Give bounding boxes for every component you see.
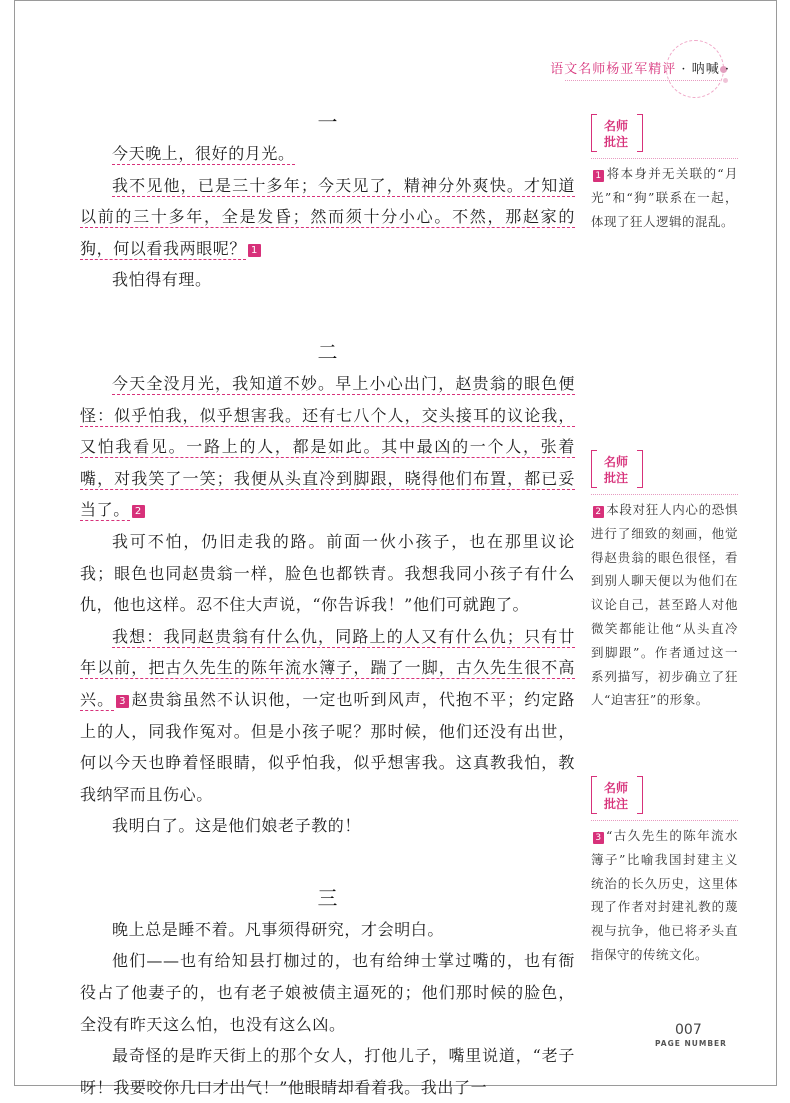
paragraph	[80, 526, 575, 621]
annotated-text: 我不见他，已是三十多年；今天见了，精神分外爽快。才知道以前的三十多年，全是发昏；然而须十分小心。不然，那赵家的狗，何以看我两眼呢？	[80, 175, 575, 258]
header-end-dot: ·	[724, 62, 730, 77]
note-number-badge: 1	[593, 170, 604, 182]
note-dotted-rule	[591, 158, 738, 159]
page-border-top	[14, 0, 776, 1]
annotation-marker: 2	[132, 505, 145, 518]
annotation-marker: 3	[116, 695, 129, 708]
note-dotted-rule	[591, 494, 738, 495]
note-bracket-right	[637, 450, 643, 488]
note-bracket-right	[637, 114, 643, 152]
paragraph	[80, 945, 575, 1040]
annotation-note-3	[591, 776, 738, 967]
note-text	[591, 162, 738, 233]
note-label-bottom: 批注	[603, 471, 628, 485]
note-body: “古久先生的陈年流水簿子”比喻我国封建主义统治的长久历史，这里体现了作者对封建礼教的蔑视与抗争，他已将矛头直指保守的传统文化。	[591, 828, 738, 962]
text-segment: 我可不怕，仍旧走我的路。前面一伙小孩子，也在那里议论我；眼色也同赵贵翁一样，脸色也都铁青。我想我同小孩子有什么仇，他也这样。忍不住大声说，“你告诉我！”他们可就跑了。	[80, 531, 575, 615]
running-header	[500, 58, 730, 78]
note-label	[597, 454, 635, 486]
note-text	[591, 498, 738, 712]
page-border-left	[14, 0, 15, 1085]
text-segment: 最奇怪的是昨天街上的那个女人，打他儿子，嘴里说道，“老子呀！我要咬你几口才出气！”他眼睛却看着我。我出了一	[80, 1046, 575, 1097]
annotation-marker: 1	[248, 244, 261, 257]
page-number: 007	[675, 1022, 702, 1038]
annotation-note-1	[591, 114, 738, 233]
annotated-text: 今天全没月光，我知道不妙。早上小心出门，赵贵翁的眼色便怪：似乎怕我，似乎想害我。还有七八个人，交头接耳的议论我，又怕我看见。一路上的人，都是如此。其中最凶的一个人，张着嘴，对我笑了一笑；我便从头直冷到脚跟，晓得他们布置，都已妥当了。	[80, 373, 575, 520]
annotated-text: 我想：我同赵贵翁有什么仇，同路上的人又有什么仇；只有廿年以前，把古久先生的陈年流水簿子，踹了一脚，古久先生很不高兴。	[80, 626, 575, 709]
note-label-bottom: 批注	[603, 135, 628, 149]
main-text-column	[80, 106, 575, 1103]
note-label-top: 名师	[603, 119, 628, 133]
text-segment: 晚上总是睡不着。凡事须得研究，才会明白。	[112, 919, 445, 939]
note-label	[597, 780, 635, 812]
paragraph	[80, 810, 575, 842]
note-label-bottom: 批注	[603, 797, 628, 811]
note-body: 本段对狂人内心的恐惧进行了细致的刻画，他觉得赵贵翁的眼色很怪，看到别人聊天便以为他们在议论自己，甚至路人对他微笑都能让他“从头直冷到脚跟”。作者通过这一系列描写，初步确立了狂人“迫害狂”的形象。	[591, 502, 738, 708]
note-bracket-right	[637, 776, 643, 814]
section-title: 一	[317, 110, 338, 134]
section-title: 三	[317, 885, 338, 910]
note-label-top: 名师	[603, 455, 628, 469]
note-header	[591, 776, 738, 816]
annotation-note-2	[591, 450, 738, 712]
text-segment: 他们——也有给知县打枷过的，也有给绅士掌过嘴的，也有衙役占了他妻子的，也有老子娘被债主逼死的；他们那时候的脸色，全没有昨天这么怕，也没有这么凶。	[80, 951, 575, 1034]
paragraph	[80, 138, 575, 170]
note-number-badge: 2	[593, 506, 604, 518]
paragraph	[80, 914, 575, 946]
book-title: 呐喊	[691, 62, 720, 77]
header-dotted-rule	[565, 80, 720, 81]
note-header	[591, 450, 738, 490]
note-dotted-rule	[591, 820, 738, 821]
paragraph	[80, 1040, 575, 1103]
note-label-top: 名师	[603, 781, 628, 795]
annotated-text: 今天晚上，很好的月光。	[112, 144, 295, 163]
paragraph	[80, 368, 575, 526]
text-segment: 我明白了。这是他们娘老子教的！	[112, 816, 362, 836]
note-label	[597, 118, 635, 150]
text-segment: 我怕得有理。	[112, 270, 212, 290]
page-number-label: PAGE NUMBER	[655, 1039, 727, 1048]
series-title: 语文名师杨亚军精评	[550, 62, 677, 77]
note-header	[591, 114, 738, 154]
paragraph	[80, 170, 575, 265]
header-separator: ·	[681, 62, 687, 77]
paragraph	[80, 264, 575, 296]
header-decor-dot	[723, 78, 728, 83]
text-segment: 赵贵翁虽然不认识他，一定也听到风声，代抱不平；约定路上的人，同我作冤对。但是小孩子呢？那时候，他们还没有出世，何以今天也睁着怪眼睛，似乎怕我，似乎想害我。这真教我怕，教我纳罕而且伤心。	[80, 689, 576, 804]
note-number-badge: 3	[593, 832, 604, 844]
section-title: 二	[317, 339, 338, 364]
note-text	[591, 824, 738, 967]
note-body: 将本身并无关联的“月光”和“狗”联系在一起，体现了狂人逻辑的混乱。	[591, 166, 738, 229]
paragraph	[80, 621, 575, 811]
page-border-right	[776, 0, 777, 1085]
